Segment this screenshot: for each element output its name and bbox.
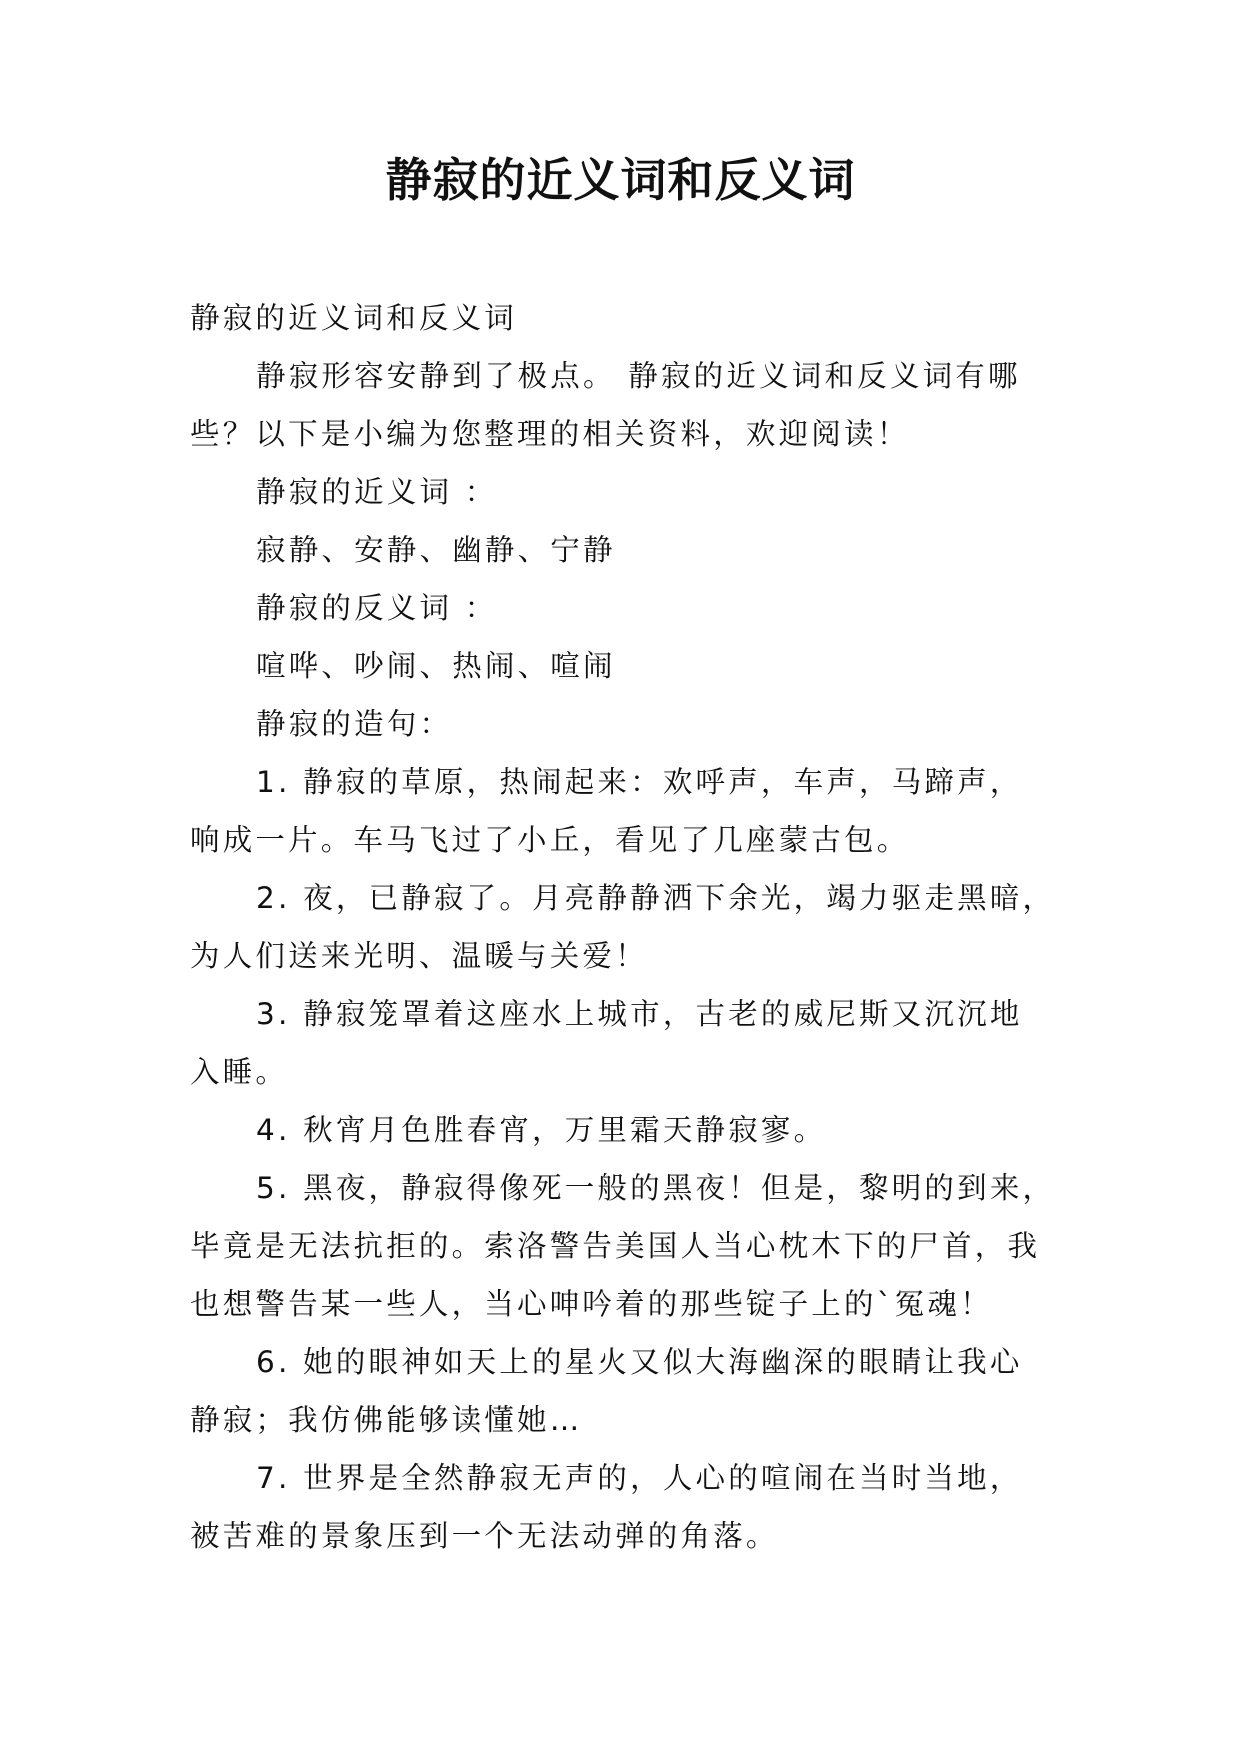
body-line-example-6: 6. 她的眼神如天上的星火又似大海幽深的眼睛让我心 — [256, 1345, 1023, 1379]
body-line-synonyms: 寂静、安静、幽静、宁静 — [256, 533, 616, 567]
body-line-example-5-cont-1: 毕竟是无法抗拒的。索洛警告美国人当心枕木下的尸首，我 — [190, 1229, 1041, 1263]
body-line-example-7-cont: 被苦难的景象压到一个无法动弹的角落。 — [190, 1519, 779, 1553]
body-line-antonyms: 喧哗、吵闹、热闹、喧闹 — [256, 649, 616, 683]
body-line-example-5: 5. 黑夜，静寂得像死一般的黑夜！但是，黎明的到来， — [256, 1171, 1056, 1205]
body-line-intro: 静寂形容安静到了极点。 静寂的近义词和反义词有哪 — [256, 359, 1021, 393]
body-line-example-1: 1. 静寂的草原，热闹起来：欢呼声，车声，马蹄声， — [256, 765, 1023, 799]
body-line-example-2-cont: 为人们送来光明、温暖与关爱！ — [190, 939, 648, 973]
body-line-intro-cont: 些？以下是小编为您整理的相关资料，欢迎阅读！ — [190, 417, 910, 451]
document-title: 静寂的近义词和反义词 — [385, 153, 856, 207]
body-line-antonym-heading: 静寂的反义词 ： — [256, 591, 498, 625]
body-line-example-1-cont: 响成一片。车马飞过了小丘，看见了几座蒙古包。 — [190, 823, 910, 857]
body-line-synonym-heading: 静寂的近义词 ： — [256, 475, 498, 509]
body-line-example-5-cont-2: 也想警告某一些人，当心呻吟着的那些锭子上的`冤魂！ — [190, 1287, 993, 1321]
body-line-example-3: 3. 静寂笼罩着这座水上城市，古老的威尼斯又沉沉地 — [256, 997, 1023, 1031]
body-line-example-3-cont: 入睡。 — [190, 1055, 289, 1089]
body-line-example-2: 2. 夜，已静寂了。月亮静静洒下余光，竭力驱走黑暗， — [256, 881, 1056, 915]
body-line-heading: 静寂的近义词和反义词 — [190, 301, 518, 335]
body-line-example-7: 7. 世界是全然静寂无声的，人心的喧闹在当时当地， — [256, 1461, 1023, 1495]
body-line-sentence-heading: 静寂的造句： — [256, 707, 453, 741]
document-body — [190, 289, 1065, 1565]
body-line-example-4: 4. 秋宵月色胜春宵，万里霜天静寂寥。 — [256, 1113, 827, 1147]
body-line-example-6-cont: 静寂；我仿佛能够读懂她… — [190, 1403, 583, 1437]
